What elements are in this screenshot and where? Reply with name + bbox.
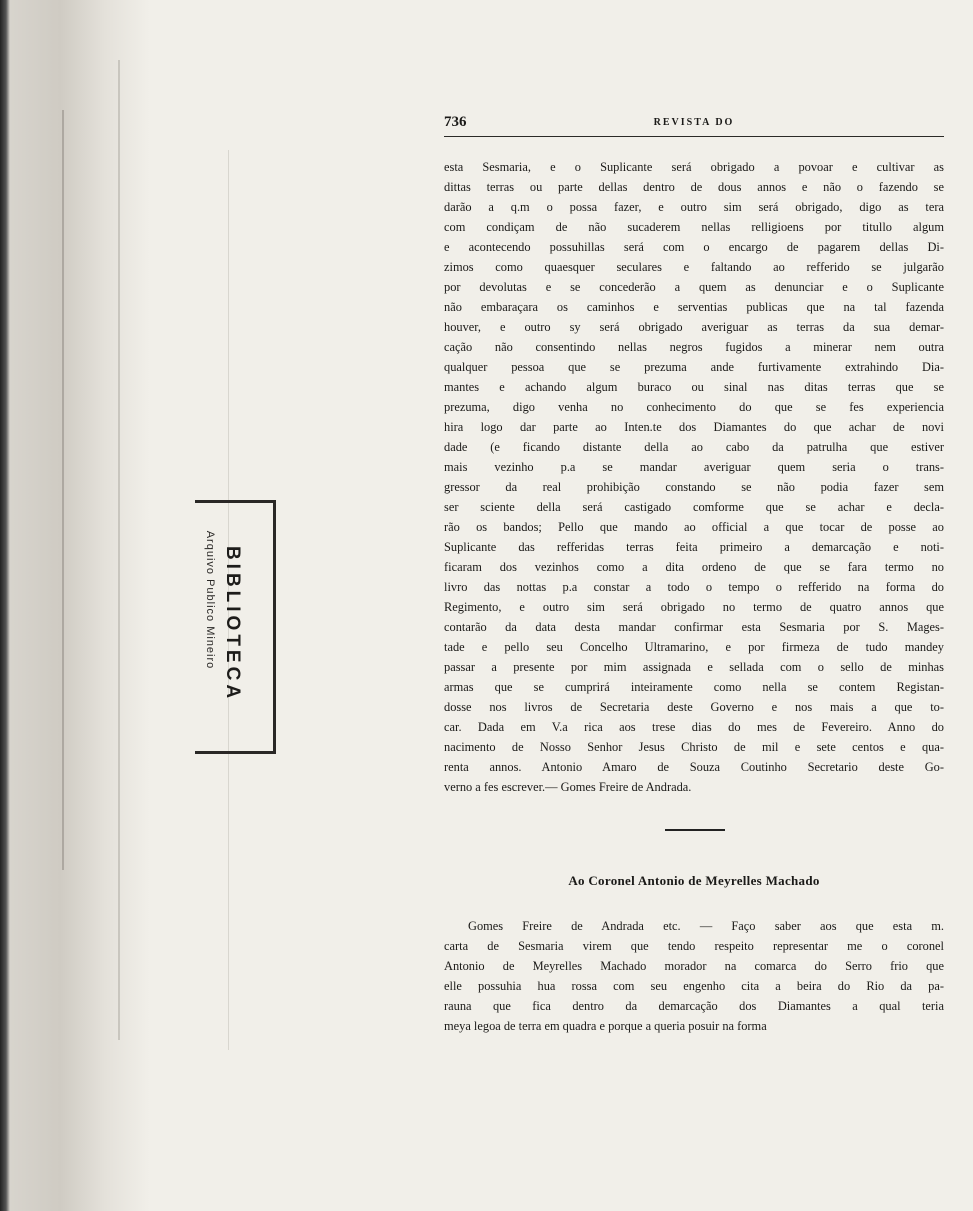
binding-edge-shadow	[0, 0, 10, 1211]
text-line: livro das nottas p.a constar a todo o tempo o refferido na forma do	[444, 580, 944, 594]
text-line: car. Dada em V.a rica aos trese dias do mes de Fevereiro. Anno do	[444, 720, 944, 734]
header-rule	[444, 136, 944, 137]
text-line: nacimento de Nosso Senhor Jesus Christo de mil e sete centos e qua-	[444, 740, 944, 754]
page-header	[444, 114, 944, 134]
text-line: houver, e outro sy será obrigado averiguar as terras da sua demar-	[444, 320, 944, 334]
text-line: por devolutas e se concederão a quem as denunciar e o Suplicante	[444, 280, 944, 294]
text-line: armas que se cumprirá inteiramente como nella se contem Registan-	[444, 680, 944, 694]
text-line: Regimento, e outro sim será obrigado no termo de quatro annos que	[444, 600, 944, 614]
text-line: zimos como quaesquer seculares e faltando ao refferido se julgarão	[444, 260, 944, 274]
text-line: rauna que fica dentro da demarcação dos Diamantes a qual teria	[444, 999, 944, 1013]
text-line: mantes e achando algum buraco ou sinal nas ditas terras que se	[444, 380, 944, 394]
show-through-line	[118, 60, 120, 1040]
text-line: não embaraçara os caminhos e serventias publicas que na tal fazenda	[444, 300, 944, 314]
section-title: Ao Coronel Antonio de Meyrelles Machado	[568, 873, 820, 888]
running-head: REVISTA DO	[653, 117, 735, 128]
paragraph-sesmaria-conditions	[444, 157, 944, 797]
text-line: elle possuhia hua rossa com seu engenho cita a beira do Rio da pa-	[444, 979, 944, 993]
text-line: renta annos. Antonio Amaro de Souza Coutinho Secretario deste Go-	[444, 760, 944, 774]
text-line: Gomes Freire de Andrada etc. — Faço saber aos que esta m.	[468, 919, 944, 933]
text-line: e acontecendo possuhillas será com o encargo de pagarem dellas Di-	[444, 240, 944, 254]
page-number: 736	[444, 114, 467, 130]
paragraph-carta-sesmaria	[444, 916, 944, 1036]
text-line: com condiçam de não sucaderem nellas relligioens por titullo algum	[444, 220, 944, 234]
text-line: cação não consentindo nellas negros fugidos a minerar nem outra	[444, 340, 944, 354]
text-line: meya legoa de terra em quadra e porque a queria posuir na forma	[444, 1019, 767, 1033]
text-line: qualquer pessoa que se prezuma ande furtivamente extrahindo Dia-	[444, 360, 944, 374]
text-line: tade e pello seu Concelho Ultramarino, e por firmeza de tudo mandey	[444, 640, 944, 654]
text-line: hira logo dar parte ao Inten.te dos Diamantes do que achar de novi	[444, 420, 944, 434]
library-stamp-title: BIBLIOTECA	[222, 545, 243, 703]
library-stamp-subtitle: Arquivo Publico Mineiro	[204, 530, 216, 670]
text-line: esta Sesmaria, e o Suplicante será obrigado a povoar e cultivar as	[444, 160, 944, 174]
binding-gutter	[0, 0, 150, 1211]
text-line: Antonio de Meyrelles Machado morador na comarca do Serro frio que	[444, 959, 944, 973]
section-divider	[665, 829, 725, 831]
text-line: darão a q.m o possa fazer, e outro sim será obrigado, digo as tera	[444, 200, 944, 214]
text-line: gressor da real prohibição constando se não podia fazer sem	[444, 480, 944, 494]
text-line: verno a fes escrever.— Gomes Freire de Andrada.	[444, 780, 692, 794]
text-line: rão os bandos; Pello que mando ao official a que tocar de posse ao	[444, 520, 944, 534]
text-line: passar a presente por mim assignada e sellada com o sello de minhas	[444, 660, 944, 674]
show-through-line	[62, 110, 64, 870]
text-line: prezuma, digo venha no conhecimento do que se fes experiencia	[444, 400, 944, 414]
text-line: ser sciente della será castigado comforme que se achar e decla-	[444, 500, 944, 514]
text-line: carta de Sesmaria virem que tendo respeito representar me o coronel	[444, 939, 944, 953]
text-line: Suplicante das refferidas terras feita primeiro a demarcação e noti-	[444, 540, 944, 554]
text-line: dosse nos livros de Secretaria deste Governo e nos mais a que to-	[444, 700, 944, 714]
text-line: mais vezinho p.a se mandar averiguar quem seria o trans-	[444, 460, 944, 474]
text-line: ficaram dos vezinhos como a dita ordeno de que se fara termo no	[444, 560, 944, 574]
text-line: contarão da data desta mandar confirmar esta Sesmaria por S. Mages-	[444, 620, 944, 634]
text-line: dade (e ficando distante della ao cabo da patrulha que estiver	[444, 440, 944, 454]
text-line: dittas terras ou parte dellas dentro de dous annos e não o fazendo se	[444, 180, 944, 194]
